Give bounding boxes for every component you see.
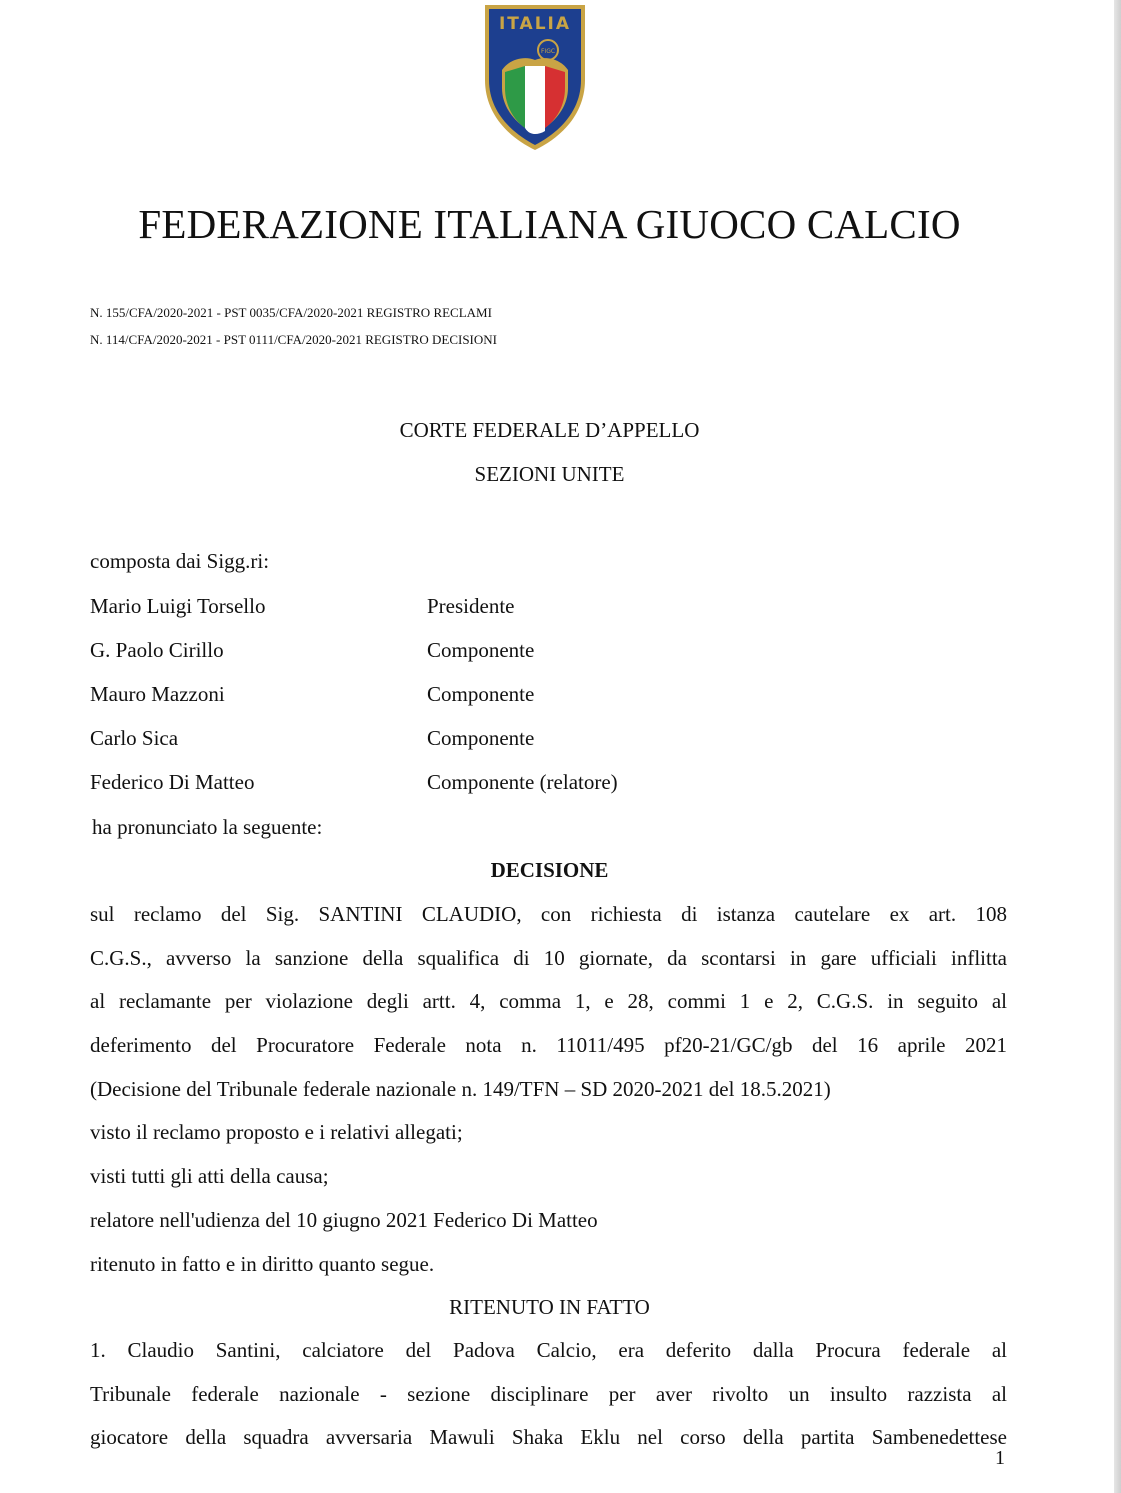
logo-small-text: FIGC [540, 48, 556, 55]
decision-paragraph [90, 893, 1007, 1111]
member-name: Mauro Mazzoni [90, 682, 225, 706]
composition-outro: ha pronunciato la seguente: [92, 815, 323, 839]
court-section: SEZIONI UNITE [474, 462, 625, 486]
registry-line-decisioni: N. 114/CFA/2020-2021 - PST 0111/CFA/2020-2021 REGISTRO DECISIONI [90, 332, 497, 347]
page-edge [1114, 0, 1121, 1493]
composition-intro: composta dai Sigg.ri: [90, 549, 270, 573]
consideration-line: ritenuto in fatto e in diritto quanto segue. [90, 1252, 435, 1276]
page-number: 1 [995, 1447, 1005, 1469]
decision-line: C.G.S., avverso la sanzione della squalifica di 10 giornate, da scontarsi in gare ufficiali inflitta [90, 945, 1007, 970]
decision-line: sul reclamo del Sig. SANTINI CLAUDIO, con richiesta di istanza cautelare ex art. 108 [90, 902, 1007, 926]
decision-line: deferimento del Procuratore Federale nota n. 11011/495 pf20-21/GC/gb del 16 aprile 2021 [90, 1033, 1007, 1058]
facts-line: 1. Claudio Santini, calciatore del Padova Calcio, era deferito dalla Procura federale al [90, 1338, 1007, 1362]
figc-shield-icon [480, 0, 590, 152]
member-role: Presidente [427, 594, 515, 618]
member-role: Componente [427, 726, 535, 750]
registry-line-reclami: N. 155/CFA/2020-2021 - PST 0035/CFA/2020-2021 REGISTRO RECLAMI [90, 305, 492, 320]
decision-line: (Decisione del Tribunale federale nazionale n. 149/TFN – SD 2020-2021 del 18.5.2021) [90, 1076, 831, 1101]
logo-text: ITALIA [498, 14, 572, 34]
member-role: Componente [427, 682, 535, 706]
member-role: Componente (relatore) [427, 770, 618, 794]
consideration-line: relatore nell'udienza del 10 giugno 2021 Federico Di Matteo [90, 1208, 598, 1232]
member-name: Mario Luigi Torsello [90, 594, 266, 618]
member-role: Componente [427, 638, 535, 662]
page-title: FEDERAZIONE ITALIANA GIUOCO CALCIO [138, 201, 961, 247]
member-name: Federico Di Matteo [90, 770, 255, 794]
member-name: G. Paolo Cirillo [90, 638, 224, 662]
decision-heading: DECISIONE [490, 858, 609, 882]
facts-paragraph [90, 1329, 1007, 1460]
consideration-line: visto il reclamo proposto e i relativi allegati; [90, 1120, 463, 1144]
facts-line: Tribunale federale nazionale - sezione disciplinare per aver rivolto un insulto razzista al [90, 1381, 1007, 1406]
figc-logo [480, 0, 590, 152]
consideration-line: visti tutti gli atti della causa; [90, 1164, 329, 1188]
decision-line: al reclamante per violazione degli artt. 4, comma 1, e 28, commi 1 e 2, C.G.S. in seguito al [90, 989, 1007, 1014]
member-name: Carlo Sica [90, 726, 179, 750]
court-name: CORTE FEDERALE D’APPELLO [399, 418, 700, 442]
facts-heading: RITENUTO IN FATTO [449, 1295, 650, 1319]
facts-line: giocatore della squadra avversaria Mawuli Shaka Eklu nel corso della partita Sambenedettese [90, 1425, 1007, 1450]
